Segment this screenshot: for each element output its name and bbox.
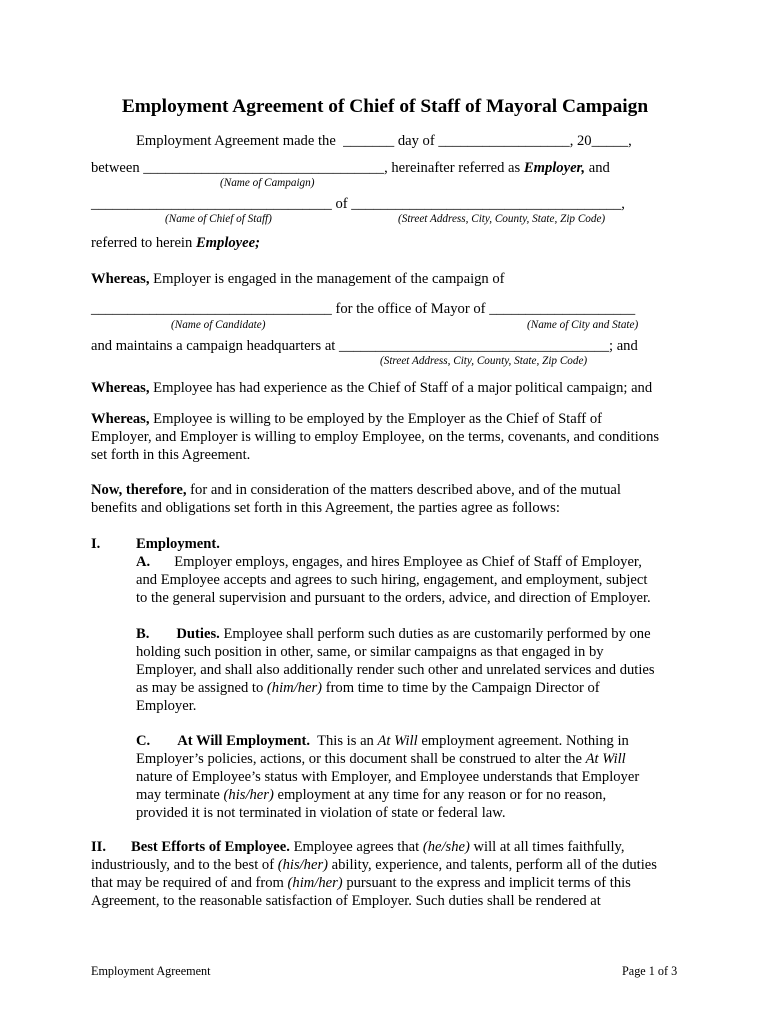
whereas-3-paragraph: Whereas, Employee is willing to be employed by the Employer as the Chief of Staff of Employer, and Employer is willing to employ Employee, on the terms, covenants, and conditions set forth in this Agreement. [91, 411, 660, 463]
footer-page-number: Page 1 of 3 [622, 964, 678, 978]
city-state-blank[interactable]: ____________________ [489, 301, 636, 317]
caption-address-2: (Street Address, City, County, State, Zip Code) [380, 355, 588, 367]
section-1-number: I. [91, 536, 101, 552]
caption-address-1: (Street Address, City, County, State, Zip Code) [398, 213, 606, 225]
candidate-name-blank[interactable]: _________________________________ [91, 301, 332, 317]
section-1-a: Employment. A. Employer employs, engages, and hires Employee as Chief of Staff of Employer, and Employee accepts and agrees to such hiring, engagement, and employment, subject to the general supervision and pursuant to the orders, advice, and direction of Employer. [136, 536, 651, 606]
candidate-line: _________________________________ for the office of Mayor of ____________________ [91, 301, 636, 317]
date-blank[interactable]: _______ day of __________________, 20_____, [343, 133, 632, 149]
section-1-c-at-will: C. At Will Employment. This is an At Will employment agreement. Nothing in Employer’s policies, actions, or this document shall be construed to alter the At Will nature of Employee’s status with Employer, and Employee understands that Employer may terminate (his/her) employment at any time for any reason or for no reason, provided it is not terminated in violation of state or federal law. [136, 733, 640, 821]
intro-line-4: referred to herein Employee; [91, 235, 260, 251]
footer-document-name: Employment Agreement [91, 964, 211, 978]
hq-address-blank[interactable]: _____________________________________ [339, 338, 609, 354]
chief-address-blank[interactable]: _____________________________________, [351, 196, 625, 212]
whereas-1-line: Whereas, Employer is engaged in the management of the campaign of [91, 271, 505, 287]
section-2-paragraph: II. Best Efforts of Employee. Employee agrees that (he/she) will at all times faithfully, industriously, and to the best of (his/her) ability, experience, and talents, perform all of the duties that may be required of and from (him/her) pursuant to the express and implicit terms of this Agreement, to the reasonable satisfaction of Employer. Such duties shall be rendered at [91, 839, 657, 909]
caption-campaign: (Name of Campaign) [220, 177, 315, 189]
caption-city: (Name of City and State) [527, 319, 639, 331]
now-therefore-paragraph: Now, therefore, for and in consideration of the matters described above, and of the mutual benefits and obligations set forth in this Agreement, the parties agree as follows: [91, 482, 621, 516]
headquarters-line: and maintains a campaign headquarters at _____________________________________; and [91, 338, 638, 354]
section-1-b-duties: B. Duties. Employee shall perform such duties as are customarily performed by one holding such position in other, same, or similar campaigns as that engaged in by Employer, and shall also additionally render such other and unrelated services and duties as may be assigned to (him/her) from time to time by the Campaign Director of Employer. [136, 626, 655, 714]
intro-line-2: between _________________________________, hereinafter referred as Employer, and [91, 160, 610, 176]
caption-chief: (Name of Chief of Staff) [165, 213, 272, 225]
campaign-name-blank[interactable]: _________________________________ [143, 160, 385, 176]
chief-name-blank[interactable]: _________________________________ [91, 196, 332, 212]
document-title: Employment Agreement of Chief of Staff of Mayoral Campaign [121, 96, 649, 117]
intro-line-1: Employment Agreement made the _______ day of __________________, 20_____, [136, 133, 632, 149]
whereas-2-line: Whereas, Employee has had experience as the Chief of Staff of a major political campaign; and [91, 380, 653, 396]
caption-candidate: (Name of Candidate) [171, 319, 266, 331]
section-2-number: II. [91, 839, 107, 855]
intro-line-3: _________________________________ of _____________________________________, [91, 196, 625, 212]
